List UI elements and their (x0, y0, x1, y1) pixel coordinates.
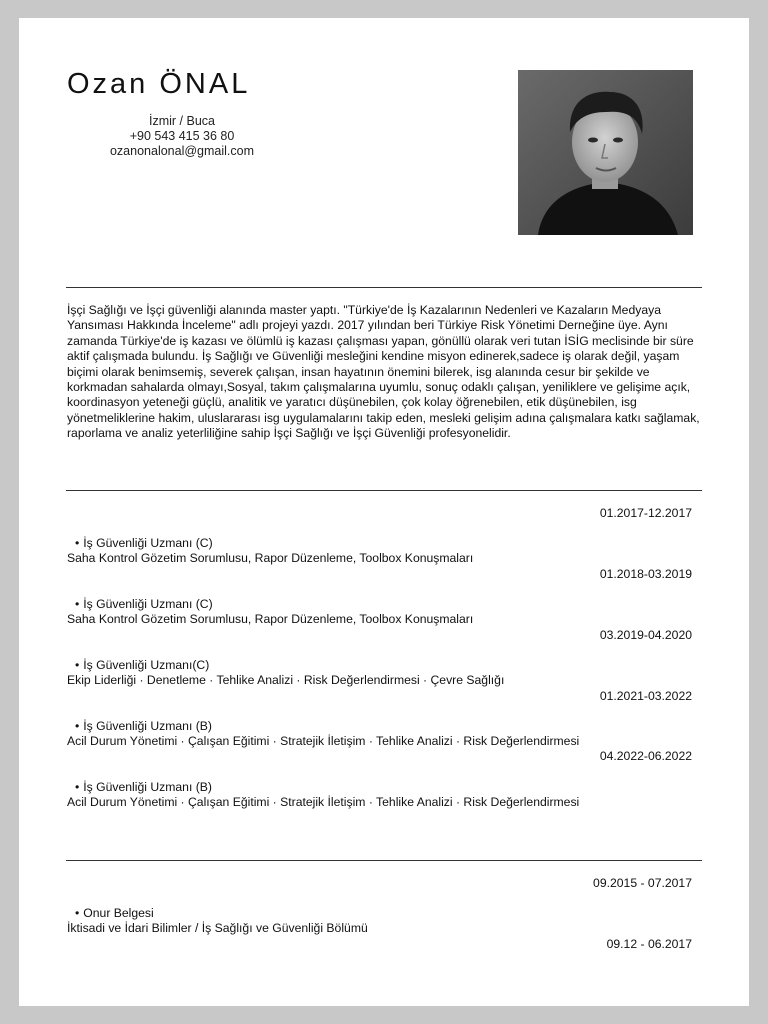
experience-description: Saha Kontrol Gözetim Sorumlusu, Rapor Düzenleme, Toolbox Konuşmaları (67, 612, 474, 626)
portrait-image (518, 70, 693, 235)
education-title-text: Onur Belgesi (83, 906, 154, 920)
experience-title-text: İş Güvenliği Uzmanı(C) (83, 658, 210, 672)
experience-date: 01.2021-03.2022 (599, 689, 692, 703)
experience-title (75, 658, 209, 672)
education-title (75, 906, 154, 920)
experience-description: Saha Kontrol Gözetim Sorumlusu, Rapor Düzenleme, Toolbox Konuşmaları (67, 551, 474, 565)
email-text: ozanonalonal@gmail.com (109, 144, 255, 158)
experience-title-text: İş Güvenliği Uzmanı (B) (83, 780, 212, 794)
candidate-name: Ozan ÖNAL (67, 68, 251, 100)
section-divider (66, 860, 702, 861)
bullet-icon: • (75, 780, 80, 794)
experience-description: Acil Durum Yönetimi · Çalışan Eğitimi · Stratejik İletişim · Tehlike Analizi · Risk Değerlendirmesi (67, 734, 580, 748)
experience-title (75, 780, 212, 794)
section-divider (66, 287, 702, 288)
experience-date: 03.2019-04.2020 (599, 628, 692, 642)
contact-block (67, 114, 297, 159)
experience-title-text: İş Güvenliği Uzmanı (C) (83, 536, 213, 550)
experience-title (75, 719, 212, 733)
experience-title-text: İş Güvenliği Uzmanı (C) (83, 597, 213, 611)
experience-date: 01.2017-12.2017 (599, 506, 692, 520)
location-text: İzmir / Buca (149, 114, 215, 128)
experience-title (75, 597, 213, 611)
bullet-icon: • (75, 536, 80, 550)
experience-description: Acil Durum Yönetimi · Çalışan Eğitimi · Stratejik İletişim · Tehlike Analizi · Risk Değerlendirmesi (67, 795, 580, 809)
bullet-icon: • (75, 906, 80, 920)
resume-page (19, 18, 749, 1006)
bullet-icon: • (75, 719, 80, 733)
education-date: 09.12 - 06.2017 (606, 937, 692, 951)
experience-title (75, 536, 213, 550)
profile-summary: İşçi Sağlığı ve İşçi güvenliği alanında master yaptı. "Türkiye'de İş Kazalarının Nedenleri ve Kazaların Medyaya Yansıması Hakkında İnceleme" adlı projeyi yazdı. 2017 yılından beri Türkiye Risk Yönetimi Derneğine üye. Aynı zamanda Türkiye'de iş kazası ve ölümlü iş kazası çalışması yapan, gönüllü olarak veri tutan İSİG meclisinde bir süre aktif çalışmada bulundu. İş Sağlığı ve Güvenliği mesleğini kendine misyon edinerek,sadece iş olarak değil, yaşam biçimi olarak benimsemiş, severek çalışan, insan hayatının önemini bilerek, isg alanında cesur bir şekilde ve korkmadan sahalarda olmayı,Sosyal, takım çalışmalarına uyumlu, sonuç odaklı çalışan, yeniliklere ve gelişime açık, koordinasyon yeteneği güçlü, analitik ve yaratıcı düşünebilen, çok kolay öğrenebilen, etik düşünebilen, isg yönetmeliklerine hakim, uluslararası isg uygulamalarını takip eden, mesleki gelişim adına çalışmalara katkı sağlamak, raporlama ve analiz yeterliliğine sahip İşçi Sağlığı ve İşçi Güvenliği profesyonelidir. (67, 303, 700, 441)
profile-photo (518, 70, 693, 235)
education-description: İktisadi ve İdari Bilimler / İş Sağlığı ve Güvenliği Bölümü (67, 921, 368, 935)
education-date: 09.2015 - 07.2017 (593, 876, 692, 890)
section-divider (66, 490, 702, 491)
experience-title-text: İş Güvenliği Uzmanı (B) (83, 719, 212, 733)
bullet-icon: • (75, 597, 80, 611)
bullet-icon: • (75, 658, 80, 672)
experience-description: Ekip Liderliği · Denetleme · Tehlike Analizi · Risk Değerlendirmesi · Çevre Sağlığı (67, 673, 505, 687)
phone-text: +90 543 415 36 80 (129, 129, 235, 143)
experience-date: 01.2018-03.2019 (599, 567, 692, 581)
experience-date: 04.2022-06.2022 (599, 749, 692, 763)
